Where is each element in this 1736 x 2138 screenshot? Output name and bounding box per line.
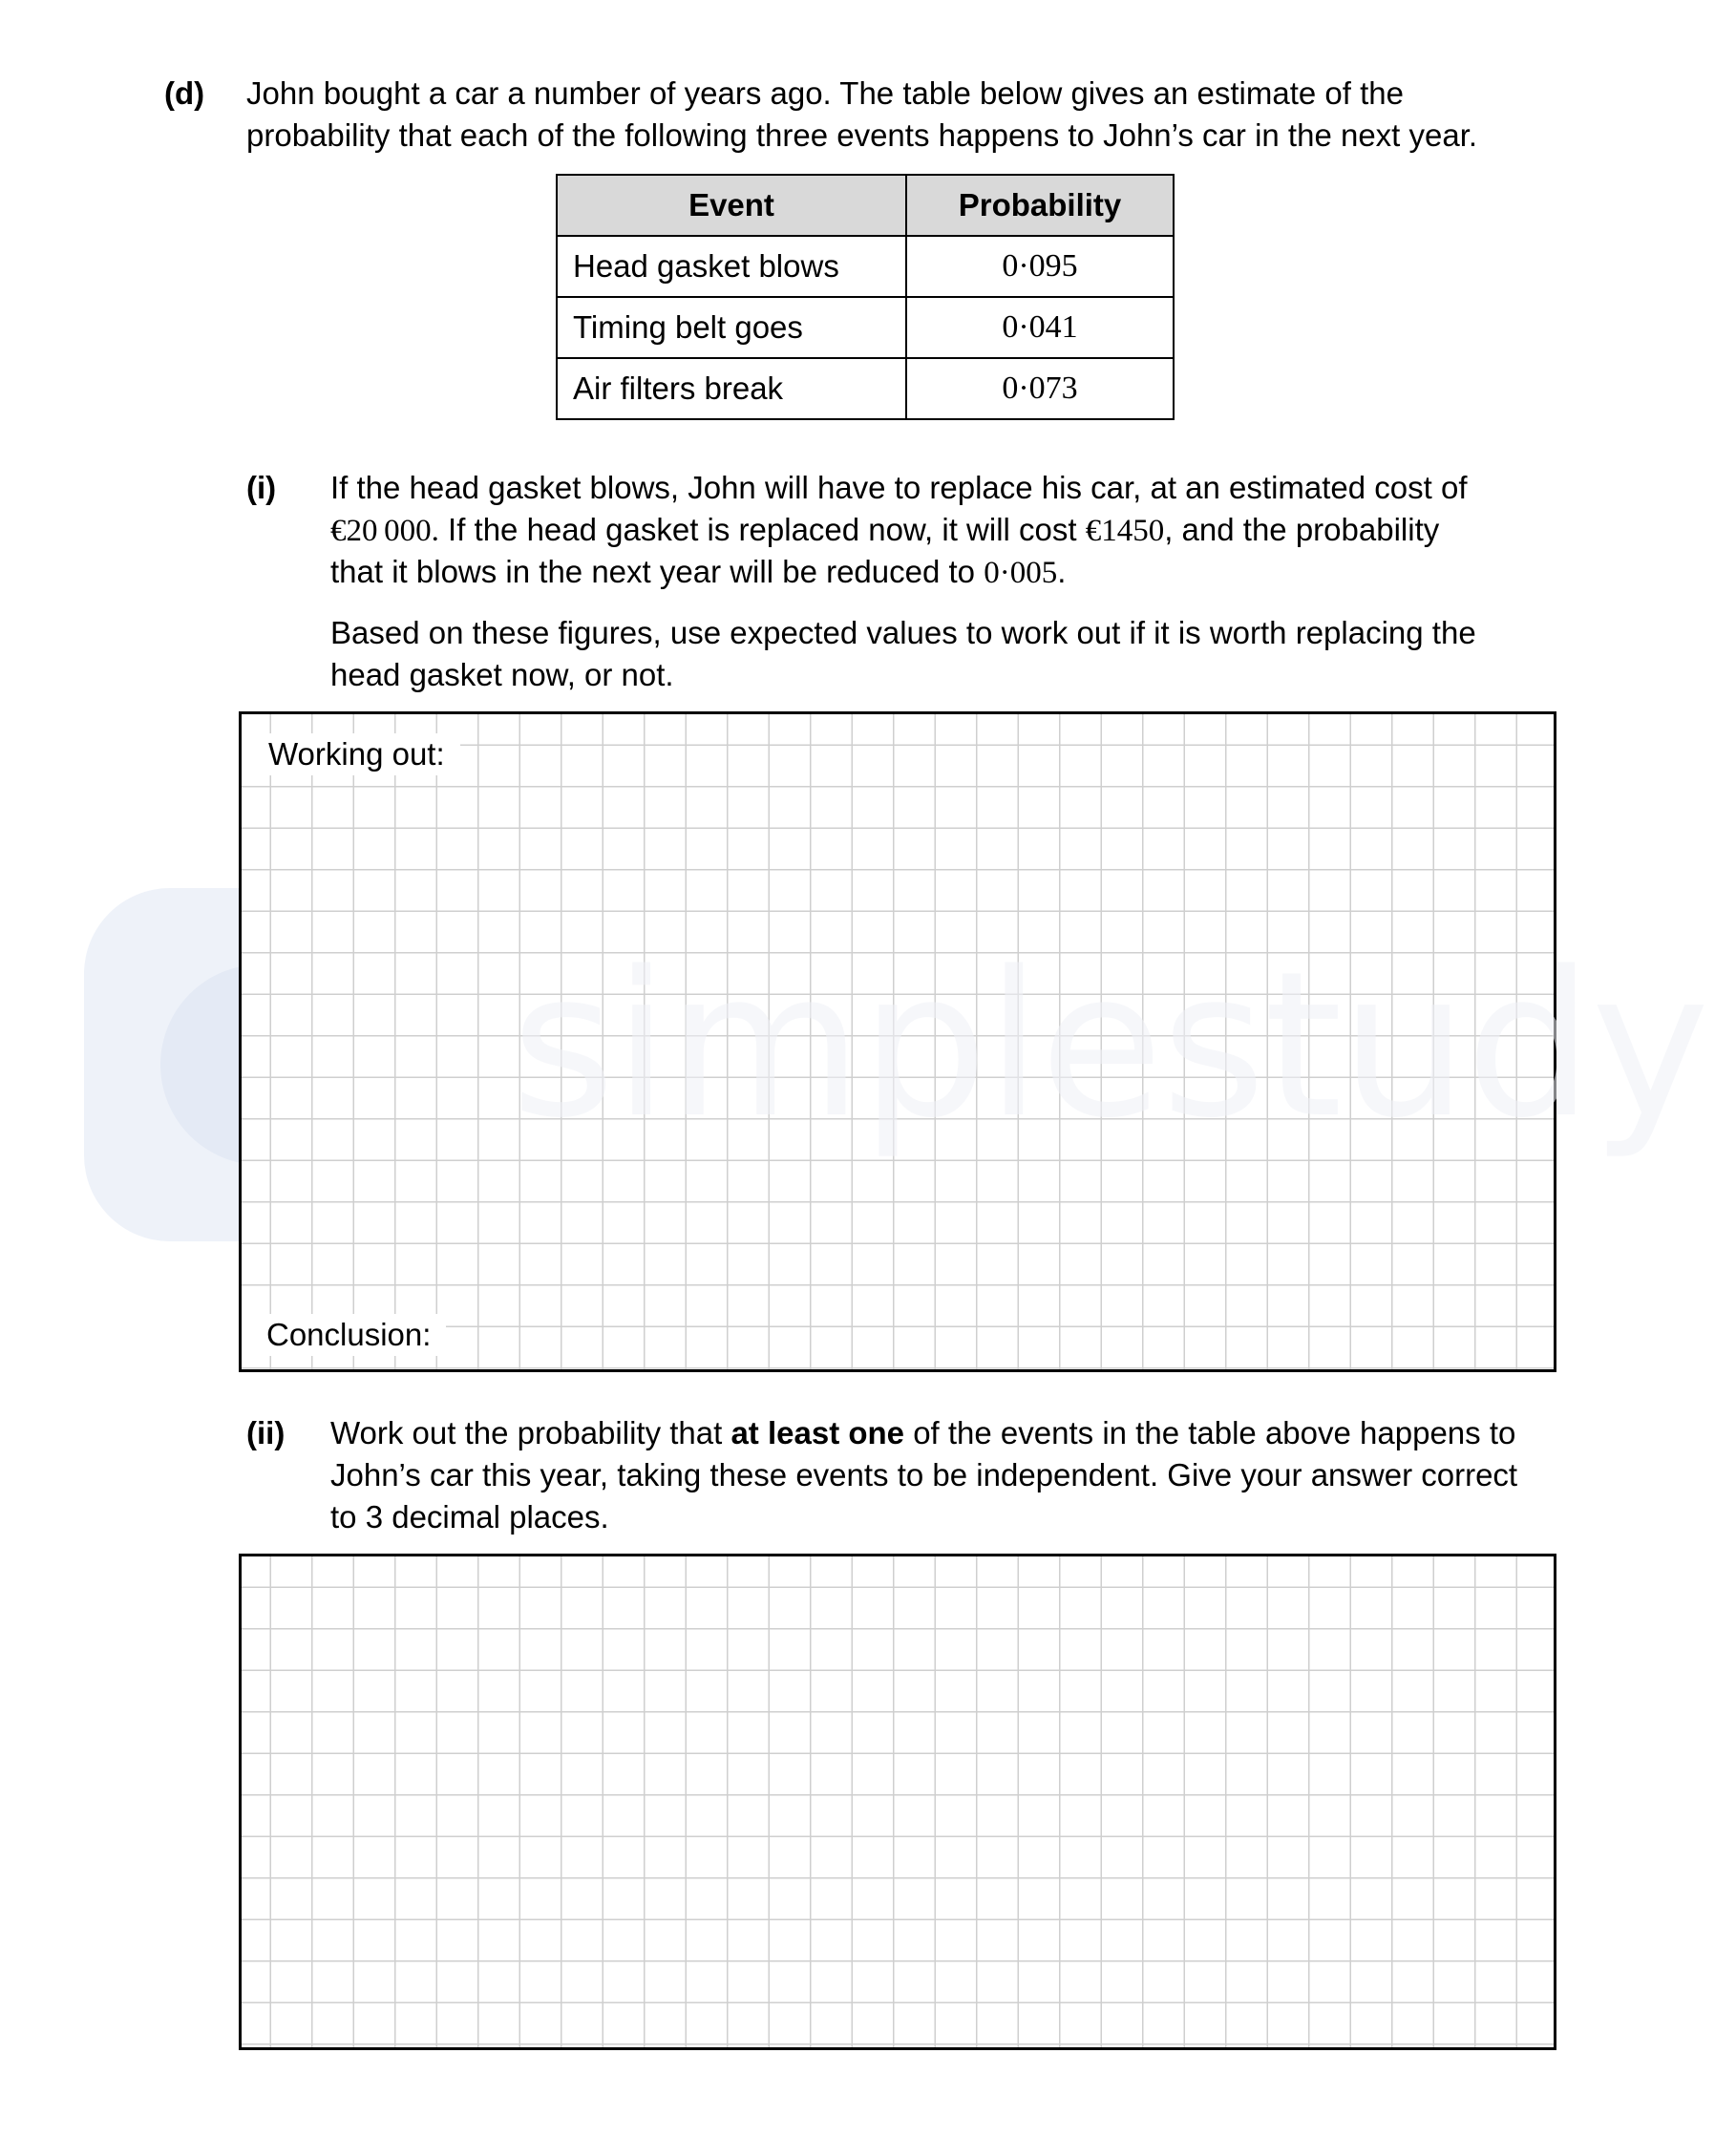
table-cell-event: Air filters break <box>557 358 906 419</box>
table-cell-probability: 0·041 <box>906 297 1174 358</box>
table-header-event: Event <box>557 175 906 236</box>
part-d-intro-line1: John bought a car a number of years ago. The table below gives an estimate of the <box>246 75 1404 111</box>
cost-replace-car: €20 000. <box>330 514 439 548</box>
part-i-line3: that it blows in the next year will be reduced to 0·005. <box>330 554 1067 590</box>
probability-table <box>556 174 1175 420</box>
part-ii-label: (ii) <box>246 1415 286 1450</box>
answer-box-part-ii[interactable] <box>239 1554 1556 2050</box>
table-row <box>557 358 1174 419</box>
part-i-para2-line1: Based on these figures, use expected values to work out if it is worth replacing the <box>330 615 1476 650</box>
table-cell-event: Head gasket blows <box>557 236 906 297</box>
table-row <box>557 236 1174 297</box>
reduced-probability: 0·005 <box>984 556 1058 590</box>
watermark-text: simplestudy <box>511 928 1708 1162</box>
part-ii-line3: to 3 decimal places. <box>330 1499 609 1535</box>
cost-head-gasket: €1450 <box>1085 514 1165 548</box>
part-d-label: (d) <box>164 75 205 111</box>
table-cell-event: Timing belt goes <box>557 297 906 358</box>
table-header-row <box>557 175 1174 236</box>
part-ii-line2: John’s car this year, taking these events to be independent. Give your answer correct <box>330 1457 1518 1492</box>
part-d-intro-line2: probability that each of the following three events happens to John’s car in the next year. <box>246 117 1478 153</box>
part-ii-line1: Work out the probability that at least one of the events in the table above happens to <box>330 1415 1516 1450</box>
table-cell-probability: 0·073 <box>906 358 1174 419</box>
conclusion-label: Conclusion: <box>242 1314 446 1356</box>
part-i-label: (i) <box>246 470 277 505</box>
working-out-label: Working out: <box>242 733 460 775</box>
emphasis-at-least-one: at least one <box>730 1415 905 1450</box>
part-i-para2-line2: head gasket now, or not. <box>330 657 674 692</box>
part-i-line2: €20 000. If the head gasket is replaced now, it will cost €1450, and the probability <box>330 512 1440 548</box>
table-row <box>557 297 1174 358</box>
table-cell-probability: 0·095 <box>906 236 1174 297</box>
table-header-probability: Probability <box>906 175 1174 236</box>
part-i-line1: If the head gasket blows, John will have to replace his car, at an estimated cost of <box>330 470 1468 505</box>
